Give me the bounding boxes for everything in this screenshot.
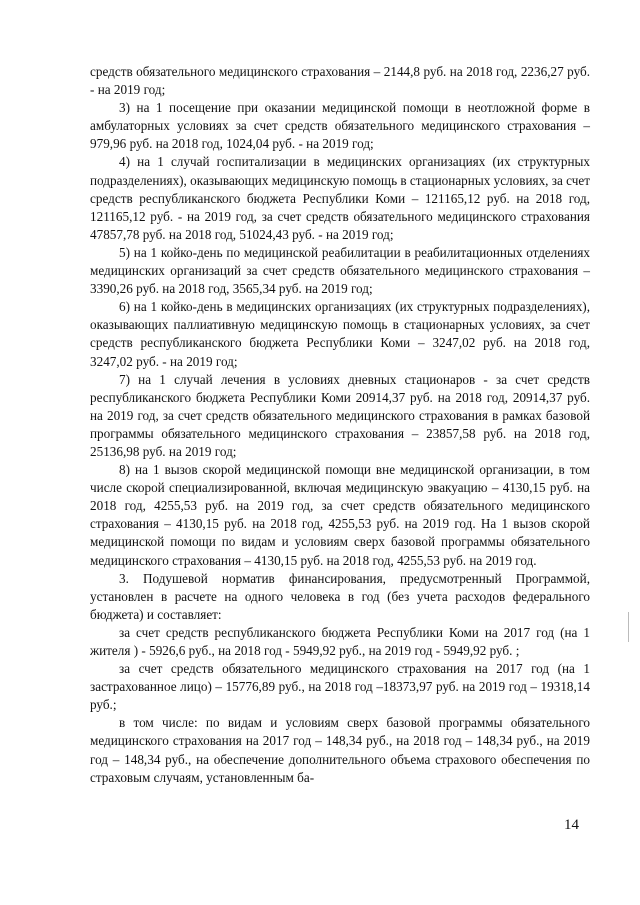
paragraph: 5) на 1 койко-день по медицинской реабилитации в реабилитационных отделениях медицинских организаций за счет средств обязательного медицинского страхования – 3390,26 руб. на 2018 год, 3565,34 руб. на 2019 год; <box>90 244 590 297</box>
paragraph: 3. Подушевой норматив финансирования, предусмотренный Программой, установлен в расчете на одного человека в год (без учета расходов федерального бюджета) и составляет: <box>90 570 590 622</box>
scan-artifact <box>628 612 629 642</box>
paragraph: 6) на 1 койко-день в медицинских организациях (их структурных подразделениях), оказывающих паллиативную медицинскую помощь в стационарных условиях, за счет средств республиканского бюджета Республики Коми – 3247,02 руб. на 2018 год, 3247,02 руб. - на 2019 год; <box>90 299 590 369</box>
paragraph: за счет средств обязательного медицинского страхования на 2017 год (на 1 застрахованное лицо) – 15776,89 руб., на 2018 год –18373,97 руб. на 2019 год – 19318,14 руб.; <box>90 661 590 713</box>
paragraph: за счет средств республиканского бюджета Республики Коми на 2017 год (на 1 жителя ) - 5926,6 руб., на 2018 год - 5949,92 руб., на 2019 год - 5949,92 руб. ; <box>90 624 590 658</box>
paragraph: 4) на 1 случай госпитализации в медицинских организациях (их структурных подразделениях), оказывающих медицинскую помощь в стационарных условиях, за счет средств республиканского бюджета Республики Коми – 121165,12 руб. на 2018 год, 121165,12 руб. - на 2019 год, за счет средств обязательного медицинского страхования 47857,78 руб. на 2018 год, 51024,43 руб. - на 2019 год; <box>90 154 590 242</box>
paragraph: 3) на 1 посещение при оказании медицинской помощи в неотложной форме в амбулаторных условиях за счет средств обязательного медицинского страхования – 979,96 руб. на 2018 год, 1024,04 руб. - на 2019 год; <box>90 100 590 152</box>
paragraph: в том числе: по видам и условиям сверх базовой программы обязательного медицинского страхования на 2017 год – 148,34 руб., на 2018 год – 148,34 руб., на 2019 год – 148,34 руб., на обеспечение дополнительного объема страхового обеспечения по страховым случаям, установленным ба- <box>90 715 590 785</box>
paragraph: 7) на 1 случай лечения в условиях дневных стационаров - за счет средств республиканского бюджета Республики Коми 20914,37 руб. на 2018 год, 20914,37 руб. на 2019 год, за счет средств обязательного медицинского страхования в рамках базовой программы обязательного медицинского страхования – 23857,58 руб. на 2018 год, 25136,98 руб. на 2019 год; <box>90 371 590 459</box>
paragraph: 8) на 1 вызов скорой медицинской помощи вне медицинской организации, в том числе скорой специализированной, включая медицинскую эвакуацию – 4130,15 руб. на 2018 год, 4255,53 руб. на 2019 год, за счет средств обязательного медицинского страхования – 4130,15 руб. на 2018 год, 4255,53 руб. на 2019 год. На 1 вызов скорой медицинской помощи по видам и условиям сверх базовой программы обязательного медицинского страхования – 4130,15 руб. на 2018 год, 4255,53 руб. на 2019 год. <box>90 462 590 568</box>
paragraph: средств обязательного медицинского страхования – 2144,8 руб. на 2018 год, 2236,27 руб. - на 2019 год; <box>90 64 590 98</box>
document-body <box>90 63 590 787</box>
page-number: 14 <box>564 817 579 833</box>
